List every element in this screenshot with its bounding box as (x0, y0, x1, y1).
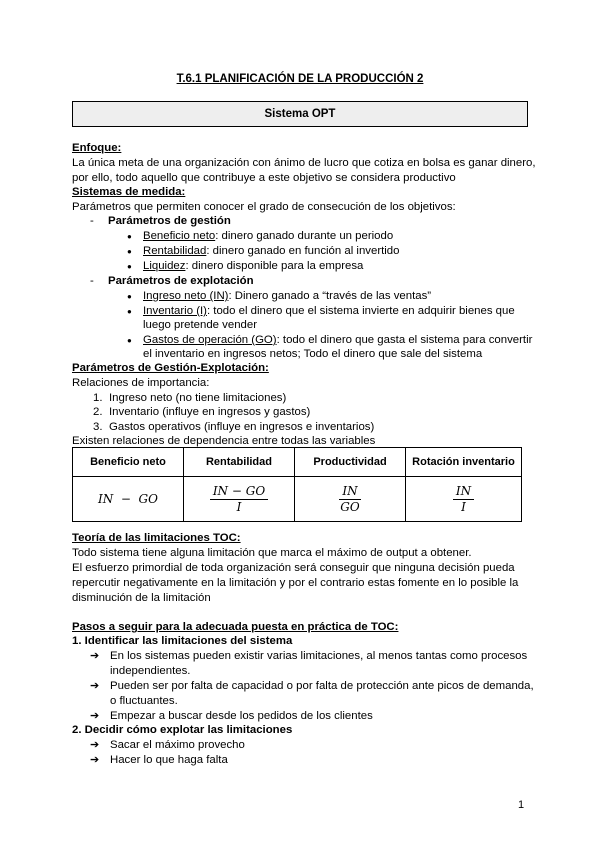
relations-table (72, 447, 522, 522)
sistemas-heading: Sistemas de medida: (72, 186, 186, 198)
list-item: ➔ Sacar el máximo provecho (90, 739, 245, 751)
bullet-icon: ● (127, 307, 132, 316)
enfoque-heading: Enfoque: (72, 142, 122, 154)
formula-rotacion: $\frac{IN}{I}$ (406, 477, 522, 522)
list-item-continuation: luego pretende vender (143, 319, 257, 331)
arrow-icon: ➔ (90, 710, 100, 722)
numbered-item: 2. Inventario (influye en ingresos y gastos) (93, 406, 311, 418)
bullet-icon: ● (127, 247, 132, 256)
relaciones-intro: Relaciones de importancia: (72, 377, 210, 389)
table-formula-row (73, 477, 522, 522)
bullet-icon: ● (127, 336, 132, 345)
arrow-icon: ➔ (90, 739, 100, 751)
list-item: ● Inventario (I): todo el dinero que el sistema invierte en adquirir bienes que (127, 305, 515, 317)
explotacion-heading: Parámetros de explotación (108, 275, 254, 287)
table-header-cell: Productividad (295, 448, 406, 477)
step-title: 1. Identificar las limitaciones del sistema (72, 635, 293, 647)
dash-marker: - (90, 275, 94, 287)
list-item: ➔ Pueden ser por falta de capacidad o por falta de protección ante picos de demanda, (90, 680, 534, 692)
step-title: 2. Decidir cómo explotar las limitaciones (72, 724, 293, 736)
bullet-icon: ● (127, 232, 132, 241)
dash-marker: - (90, 215, 94, 227)
gestion-heading: Parámetros de gestión (108, 215, 231, 227)
list-item: ● Liquidez: dinero disponible para la empresa (127, 260, 364, 272)
formula-productividad: $\frac{IN}{GO}$ (295, 477, 406, 522)
pasos-heading: Pasos a seguir para la adecuada puesta en práctica de TOC: (72, 621, 399, 633)
list-item: ➔ En los sistemas pueden existir varias limitaciones, al menos tantas como procesos (90, 650, 528, 662)
toc-line: Todo sistema tiene alguna limitación que marca el máximo de output a obtener. (72, 547, 472, 559)
enfoque-line: La única meta de una organización con ánimo de lucro que cotiza en bolsa es ganar dinero, (72, 157, 536, 169)
sistemas-intro: Parámetros que permiten conocer el grado de consecución de los objetivos: (72, 201, 456, 213)
list-item: ➔ Hacer lo que haga falta (90, 754, 228, 766)
page-title: T.6.1 PLANIFICACIÓN DE LA PRODUCCIÓN 2 (176, 73, 424, 85)
formula-rentabilidad: $\frac{IN - GO}{I}$ (184, 477, 295, 522)
list-item: ● Rentabilidad: dinero ganado en función al invertido (127, 245, 400, 257)
arrow-icon: ➔ (90, 650, 100, 662)
list-item-continuation: independientes. (110, 665, 191, 677)
table-header-row (73, 448, 522, 477)
table-header-cell: Rotación inventario (406, 448, 522, 477)
toc-line: disminución de la limitación (72, 592, 211, 604)
list-item: ● Ingreso neto (IN): Dinero ganado a “través de las ventas” (127, 290, 432, 302)
table-header-cell: Rentabilidad (184, 448, 295, 477)
toc-heading: Teoría de las limitaciones TOC: (72, 532, 241, 544)
bullet-icon: ● (127, 262, 132, 271)
numbered-item: 3. Gastos operativos (influye en ingresos e inventarios) (93, 421, 375, 433)
toc-line: repercutir negativamente en la limitación y por el contrario estas fomente en lo posible la (72, 577, 519, 589)
list-item-continuation: o fluctuantes. (110, 695, 178, 707)
toc-line: El esfuerzo primordial de toda organización será conseguir que ninguna decisión pueda (72, 562, 515, 574)
arrow-icon: ➔ (90, 754, 100, 766)
arrow-icon: ➔ (90, 680, 100, 692)
list-item: ● Gastos de operación (GO): todo el dinero que gasta el sistema para convertir (127, 334, 533, 346)
formula-beneficio: IN − GO (73, 477, 184, 522)
bullet-icon: ● (127, 292, 132, 301)
page-number: 1 (518, 799, 525, 811)
gestion-explotacion-heading: Parámetros de Gestión-Explotación: (72, 362, 269, 374)
section-box-title: Sistema OPT (72, 101, 528, 127)
numbered-item: 1. Ingreso neto (no tiene limitaciones) (93, 392, 287, 404)
table-header-cell: Beneficio neto (73, 448, 184, 477)
dependency-text: Existen relaciones de dependencia entre todas las variables (72, 435, 376, 447)
list-item-continuation: el inventario en ingresos netos; Todo el dinero que sale del sistema (143, 348, 483, 360)
list-item: ● Beneficio neto: dinero ganado durante un periodo (127, 230, 394, 242)
list-item: ➔ Empezar a buscar desde los pedidos de los clientes (90, 710, 373, 722)
enfoque-line: por ello, todo aquello que contribuye a este objetivo se considera productivo (72, 172, 456, 184)
